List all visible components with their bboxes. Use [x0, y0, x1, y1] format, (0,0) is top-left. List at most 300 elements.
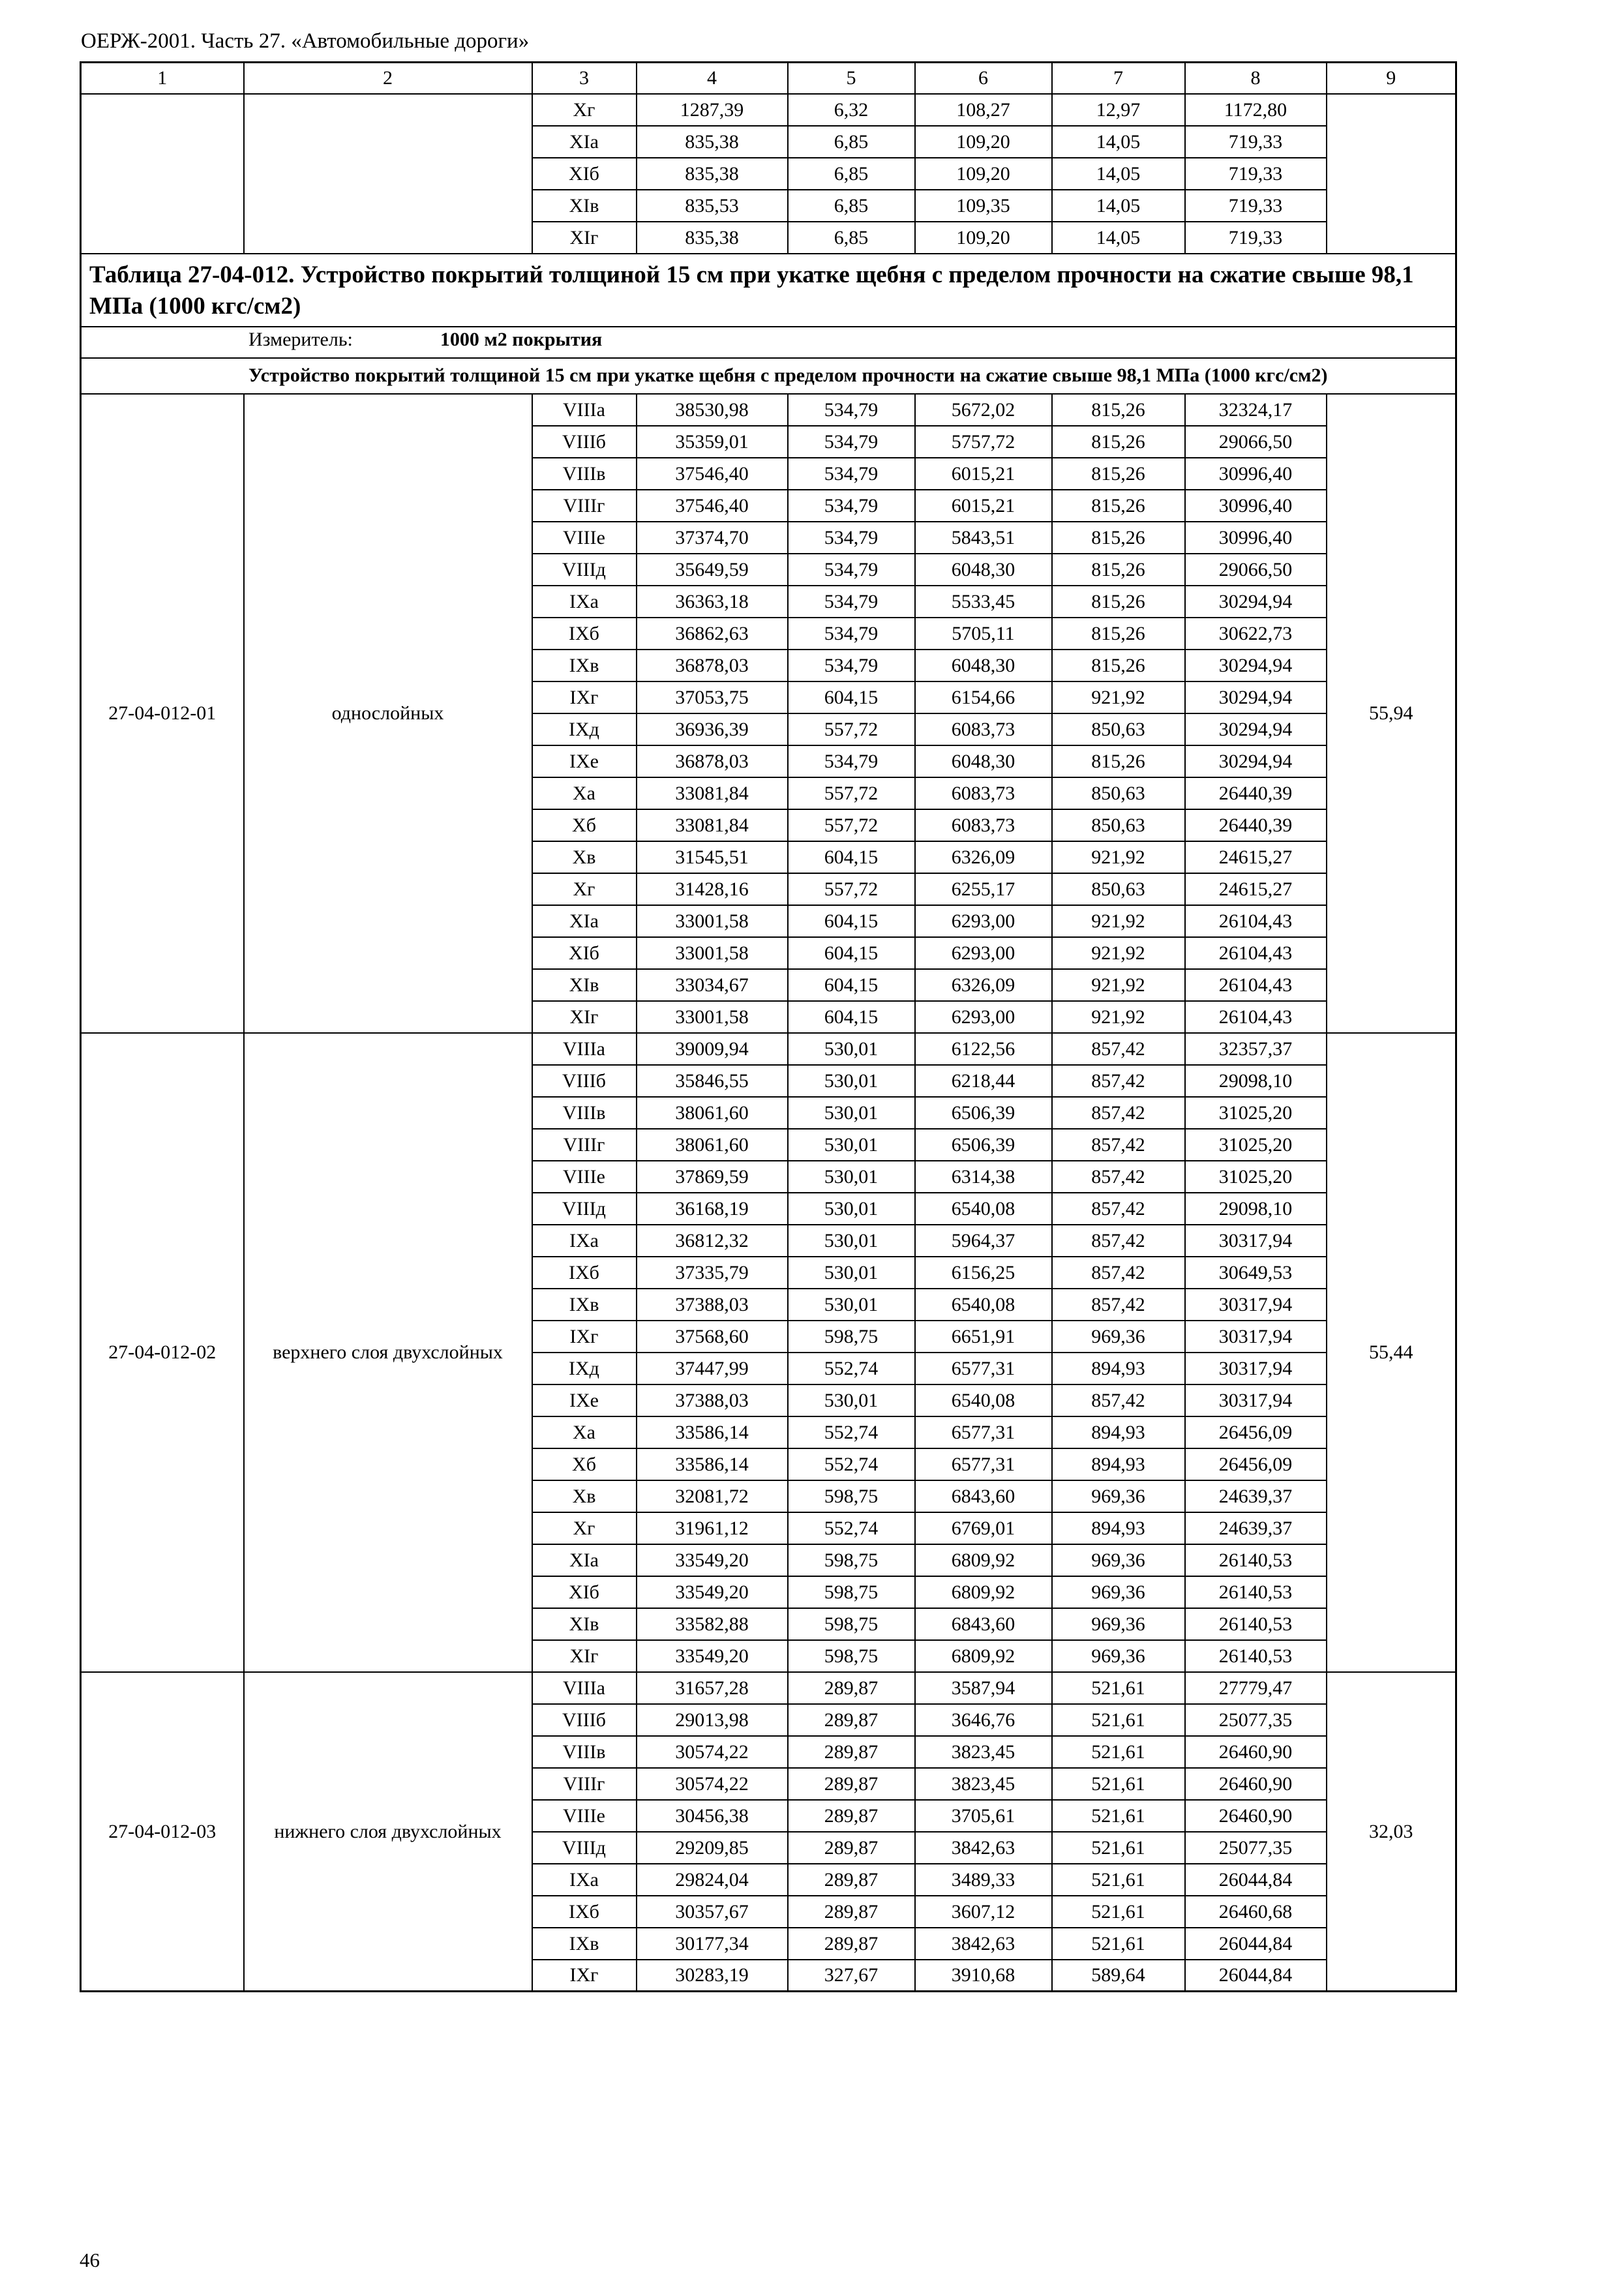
value-cell: 6,32	[788, 94, 915, 126]
value-cell: 534,79	[788, 426, 915, 458]
value-cell: 6015,21	[915, 490, 1052, 522]
column-numbers-row	[81, 62, 1456, 94]
value-cell: 14,05	[1052, 158, 1185, 190]
value-cell: 921,92	[1052, 1001, 1185, 1033]
value-cell: 31428,16	[637, 873, 788, 905]
value-cell: 6255,17	[915, 873, 1052, 905]
section-code-cell: 27-04-012-02	[81, 1033, 244, 1672]
value-cell: 289,87	[788, 1768, 915, 1800]
value-cell: 26104,43	[1185, 937, 1327, 969]
value-cell: 3823,45	[915, 1736, 1052, 1768]
value-cell: 6506,39	[915, 1129, 1052, 1161]
value-cell: 37447,99	[637, 1353, 788, 1384]
value-cell: 3607,12	[915, 1896, 1052, 1928]
value-cell: 969,36	[1052, 1640, 1185, 1672]
value-cell: 27779,47	[1185, 1672, 1327, 1704]
value-cell: 530,01	[788, 1193, 915, 1225]
value-cell: 37546,40	[637, 458, 788, 490]
zone-label-cell: IXа	[532, 1864, 637, 1896]
value-cell: 32081,72	[637, 1480, 788, 1512]
measurer-cell	[81, 327, 1456, 358]
zone-label-cell: Хб	[532, 1448, 637, 1480]
value-cell: 3489,33	[915, 1864, 1052, 1896]
zone-label-cell: Хв	[532, 841, 637, 873]
column-number-cell: 9	[1327, 62, 1456, 94]
value-cell: 521,61	[1052, 1864, 1185, 1896]
value-cell: 6083,73	[915, 777, 1052, 809]
column-number-cell: 1	[81, 62, 244, 94]
zone-label-cell: VIIIв	[532, 1736, 637, 1768]
zone-label-cell: IXд	[532, 1353, 637, 1384]
value-cell: 30317,94	[1185, 1289, 1327, 1321]
value-cell: 6,85	[788, 222, 915, 254]
value-cell: 26456,09	[1185, 1416, 1327, 1448]
value-cell: 969,36	[1052, 1576, 1185, 1608]
zone-label-cell: XIг	[532, 1001, 637, 1033]
zone-label-cell: XIг	[532, 1640, 637, 1672]
value-cell: 26044,84	[1185, 1864, 1327, 1896]
value-cell: 534,79	[788, 522, 915, 554]
value-cell: 604,15	[788, 969, 915, 1001]
value-cell: 6769,01	[915, 1512, 1052, 1544]
value-cell: 552,74	[788, 1512, 915, 1544]
value-cell: 719,33	[1185, 158, 1327, 190]
work-description-cell: Устройство покрытий толщиной 15 см при укатке щебня с пределом прочности на сжатие свыше 98,1 МПа (1000 кгс/см2)	[81, 358, 1456, 394]
value-cell: 719,33	[1185, 126, 1327, 158]
value-cell: 36363,18	[637, 586, 788, 618]
value-cell: 6083,73	[915, 713, 1052, 745]
value-cell: 29066,50	[1185, 554, 1327, 586]
zone-label-cell: IXа	[532, 1225, 637, 1257]
value-cell: 552,74	[788, 1353, 915, 1384]
value-cell: 30996,40	[1185, 458, 1327, 490]
value-cell: 35846,55	[637, 1065, 788, 1097]
value-cell: 26140,53	[1185, 1576, 1327, 1608]
value-cell: 3823,45	[915, 1768, 1052, 1800]
zone-label-cell: VIIIд	[532, 1832, 637, 1864]
value-cell: 815,26	[1052, 490, 1185, 522]
value-cell: 30456,38	[637, 1800, 788, 1832]
zone-label-cell: XIв	[532, 969, 637, 1001]
value-cell: 30649,53	[1185, 1257, 1327, 1289]
value-cell: 289,87	[788, 1800, 915, 1832]
value-cell: 857,42	[1052, 1033, 1185, 1065]
table-title-row	[81, 254, 1456, 327]
value-cell: 30996,40	[1185, 522, 1327, 554]
zone-label-cell: XIа	[532, 126, 637, 158]
value-cell: 604,15	[788, 905, 915, 937]
value-cell: 327,67	[788, 1960, 915, 1992]
value-cell: 29013,98	[637, 1704, 788, 1736]
value-cell: 12,97	[1052, 94, 1185, 126]
zone-label-cell: IXе	[532, 1384, 637, 1416]
value-cell: 24615,27	[1185, 841, 1327, 873]
value-cell: 37335,79	[637, 1257, 788, 1289]
value-cell: 26104,43	[1185, 905, 1327, 937]
value-cell: 26140,53	[1185, 1608, 1327, 1640]
value-cell: 26460,68	[1185, 1896, 1327, 1928]
value-cell: 33001,58	[637, 937, 788, 969]
section-code-cell: 27-04-012-03	[81, 1672, 244, 1992]
value-cell: 604,15	[788, 1001, 915, 1033]
zone-label-cell: VIIIв	[532, 458, 637, 490]
value-cell: 25077,35	[1185, 1704, 1327, 1736]
value-cell: 30622,73	[1185, 618, 1327, 650]
value-cell: 534,79	[788, 745, 915, 777]
value-cell: 31961,12	[637, 1512, 788, 1544]
value-cell: 33001,58	[637, 1001, 788, 1033]
zone-label-cell: Хв	[532, 1480, 637, 1512]
value-cell: 24639,37	[1185, 1512, 1327, 1544]
value-cell: 521,61	[1052, 1800, 1185, 1832]
value-cell: 589,64	[1052, 1960, 1185, 1992]
zone-label-cell: Ха	[532, 1416, 637, 1448]
value-cell: 30317,94	[1185, 1321, 1327, 1353]
zone-label-cell: XIв	[532, 1608, 637, 1640]
value-cell: 30996,40	[1185, 490, 1327, 522]
table-body	[81, 62, 1456, 1992]
value-cell: 24639,37	[1185, 1480, 1327, 1512]
zone-label-cell: VIIIа	[532, 394, 637, 426]
zone-label-cell: IXв	[532, 650, 637, 681]
value-cell: 835,38	[637, 158, 788, 190]
value-cell: 815,26	[1052, 650, 1185, 681]
value-cell: 835,53	[637, 190, 788, 222]
zone-label-cell: XIб	[532, 1576, 637, 1608]
column-number-cell: 4	[637, 62, 788, 94]
col9-value-cell: 55,44	[1327, 1033, 1456, 1672]
value-cell: 3842,63	[915, 1832, 1052, 1864]
value-cell: 604,15	[788, 937, 915, 969]
zone-label-cell: IXе	[532, 745, 637, 777]
value-cell: 31025,20	[1185, 1161, 1327, 1193]
value-cell: 26140,53	[1185, 1640, 1327, 1672]
value-cell: 26460,90	[1185, 1736, 1327, 1768]
value-cell: 26440,39	[1185, 777, 1327, 809]
value-cell: 6577,31	[915, 1448, 1052, 1480]
value-cell: 598,75	[788, 1608, 915, 1640]
value-cell: 850,63	[1052, 713, 1185, 745]
column-number-cell: 5	[788, 62, 915, 94]
value-cell: 6293,00	[915, 905, 1052, 937]
empty-name-cell	[244, 94, 532, 254]
value-cell: 289,87	[788, 1928, 915, 1960]
value-cell: 534,79	[788, 554, 915, 586]
value-cell: 37388,03	[637, 1384, 788, 1416]
zone-label-cell: IXа	[532, 586, 637, 618]
value-cell: 33586,14	[637, 1416, 788, 1448]
value-cell: 969,36	[1052, 1321, 1185, 1353]
value-cell: 33081,84	[637, 777, 788, 809]
zone-label-cell: Хб	[532, 809, 637, 841]
value-cell: 815,26	[1052, 586, 1185, 618]
value-cell: 521,61	[1052, 1832, 1185, 1864]
value-cell: 6218,44	[915, 1065, 1052, 1097]
value-cell: 530,01	[788, 1129, 915, 1161]
value-cell: 26044,84	[1185, 1928, 1327, 1960]
value-cell: 969,36	[1052, 1608, 1185, 1640]
zone-label-cell: XIб	[532, 937, 637, 969]
value-cell: 604,15	[788, 841, 915, 873]
section-name-cell: нижнего слоя двухслойных	[244, 1672, 532, 1992]
value-cell: 921,92	[1052, 841, 1185, 873]
value-cell: 109,20	[915, 126, 1052, 158]
section-name-cell: однослойных	[244, 394, 532, 1033]
value-cell: 289,87	[788, 1896, 915, 1928]
value-cell: 35359,01	[637, 426, 788, 458]
value-cell: 39009,94	[637, 1033, 788, 1065]
value-cell: 857,42	[1052, 1129, 1185, 1161]
zone-label-cell: XIб	[532, 158, 637, 190]
empty-col9-cell	[1327, 94, 1456, 254]
value-cell: 815,26	[1052, 745, 1185, 777]
value-cell: 26104,43	[1185, 969, 1327, 1001]
value-cell: 30574,22	[637, 1736, 788, 1768]
value-cell: 14,05	[1052, 126, 1185, 158]
value-cell: 857,42	[1052, 1384, 1185, 1416]
value-cell: 719,33	[1185, 222, 1327, 254]
value-cell: 33582,88	[637, 1608, 788, 1640]
value-cell: 36878,03	[637, 745, 788, 777]
value-cell: 6,85	[788, 158, 915, 190]
zone-label-cell: VIIIа	[532, 1672, 637, 1704]
zone-label-cell: VIIIб	[532, 1704, 637, 1736]
value-cell: 6506,39	[915, 1097, 1052, 1129]
value-cell: 857,42	[1052, 1065, 1185, 1097]
table-row	[81, 1033, 1456, 1065]
value-cell: 530,01	[788, 1033, 915, 1065]
value-cell: 26456,09	[1185, 1448, 1327, 1480]
value-cell: 33001,58	[637, 905, 788, 937]
value-cell: 815,26	[1052, 458, 1185, 490]
zone-label-cell: Хг	[532, 94, 637, 126]
value-cell: 6293,00	[915, 1001, 1052, 1033]
value-cell: 29209,85	[637, 1832, 788, 1864]
value-cell: 6015,21	[915, 458, 1052, 490]
value-cell: 289,87	[788, 1832, 915, 1864]
value-cell: 25077,35	[1185, 1832, 1327, 1864]
value-cell: 35649,59	[637, 554, 788, 586]
value-cell: 26440,39	[1185, 809, 1327, 841]
value-cell: 37568,60	[637, 1321, 788, 1353]
value-cell: 552,74	[788, 1416, 915, 1448]
value-cell: 5843,51	[915, 522, 1052, 554]
document-header: ОЕРЖ-2001. Часть 27. «Автомобильные дороги»	[81, 29, 530, 53]
table-row	[81, 394, 1456, 426]
value-cell: 6651,91	[915, 1321, 1052, 1353]
value-cell: 26044,84	[1185, 1960, 1327, 1992]
value-cell: 38061,60	[637, 1097, 788, 1129]
value-cell: 6293,00	[915, 937, 1052, 969]
value-cell: 30294,94	[1185, 713, 1327, 745]
value-cell: 30177,34	[637, 1928, 788, 1960]
value-cell: 33549,20	[637, 1640, 788, 1672]
zone-label-cell: IXг	[532, 681, 637, 713]
value-cell: 894,93	[1052, 1512, 1185, 1544]
zone-label-cell: Хг	[532, 873, 637, 905]
value-cell: 33081,84	[637, 809, 788, 841]
value-cell: 30317,94	[1185, 1353, 1327, 1384]
value-cell: 521,61	[1052, 1672, 1185, 1704]
section-name-cell: верхнего слоя двухслойных	[244, 1033, 532, 1672]
value-cell: 6540,08	[915, 1289, 1052, 1321]
value-cell: 30357,67	[637, 1896, 788, 1928]
value-cell: 815,26	[1052, 426, 1185, 458]
value-cell: 6326,09	[915, 969, 1052, 1001]
value-cell: 3910,68	[915, 1960, 1052, 1992]
value-cell: 835,38	[637, 222, 788, 254]
value-cell: 530,01	[788, 1289, 915, 1321]
value-cell: 6809,92	[915, 1544, 1052, 1576]
zone-label-cell: VIIIг	[532, 1129, 637, 1161]
value-cell: 26460,90	[1185, 1800, 1327, 1832]
value-cell: 894,93	[1052, 1416, 1185, 1448]
value-cell: 37546,40	[637, 490, 788, 522]
measurer-label: Измеритель:	[248, 329, 353, 351]
value-cell: 598,75	[788, 1576, 915, 1608]
table-row	[81, 94, 1456, 126]
value-cell: 6577,31	[915, 1353, 1052, 1384]
norms-table	[80, 61, 1457, 1993]
table-row	[81, 1672, 1456, 1704]
zone-label-cell: Хг	[532, 1512, 637, 1544]
value-cell: 850,63	[1052, 777, 1185, 809]
zone-label-cell: IXв	[532, 1928, 637, 1960]
zone-label-cell: VIIIг	[532, 1768, 637, 1800]
value-cell: 521,61	[1052, 1768, 1185, 1800]
value-cell: 534,79	[788, 586, 915, 618]
value-cell: 857,42	[1052, 1097, 1185, 1129]
value-cell: 31657,28	[637, 1672, 788, 1704]
value-cell: 3646,76	[915, 1704, 1052, 1736]
zone-label-cell: VIIIе	[532, 522, 637, 554]
value-cell: 14,05	[1052, 222, 1185, 254]
column-number-cell: 7	[1052, 62, 1185, 94]
value-cell: 6083,73	[915, 809, 1052, 841]
value-cell: 530,01	[788, 1097, 915, 1129]
value-cell: 33549,20	[637, 1576, 788, 1608]
value-cell: 14,05	[1052, 190, 1185, 222]
value-cell: 37869,59	[637, 1161, 788, 1193]
value-cell: 719,33	[1185, 190, 1327, 222]
value-cell: 36168,19	[637, 1193, 788, 1225]
value-cell: 850,63	[1052, 873, 1185, 905]
zone-label-cell: IXг	[532, 1321, 637, 1353]
value-cell: 598,75	[788, 1321, 915, 1353]
value-cell: 969,36	[1052, 1480, 1185, 1512]
value-cell: 109,20	[915, 158, 1052, 190]
value-cell: 815,26	[1052, 394, 1185, 426]
empty-code-cell	[81, 94, 244, 254]
value-cell: 6326,09	[915, 841, 1052, 873]
zone-label-cell: VIIIд	[532, 1193, 637, 1225]
value-cell: 6,85	[788, 126, 915, 158]
value-cell: 36936,39	[637, 713, 788, 745]
value-cell: 969,36	[1052, 1544, 1185, 1576]
zone-label-cell: XIа	[532, 1544, 637, 1576]
value-cell: 30294,94	[1185, 681, 1327, 713]
value-cell: 289,87	[788, 1736, 915, 1768]
value-cell: 598,75	[788, 1544, 915, 1576]
zone-label-cell: IXб	[532, 1257, 637, 1289]
value-cell: 37053,75	[637, 681, 788, 713]
value-cell: 30317,94	[1185, 1225, 1327, 1257]
column-number-cell: 6	[915, 62, 1052, 94]
value-cell: 815,26	[1052, 554, 1185, 586]
value-cell: 6,85	[788, 190, 915, 222]
value-cell: 5533,45	[915, 586, 1052, 618]
value-cell: 1172,80	[1185, 94, 1327, 126]
value-cell: 5705,11	[915, 618, 1052, 650]
zone-label-cell: XIг	[532, 222, 637, 254]
value-cell: 534,79	[788, 618, 915, 650]
value-cell: 6843,60	[915, 1480, 1052, 1512]
measurer-row	[81, 327, 1456, 358]
value-cell: 26104,43	[1185, 1001, 1327, 1033]
zone-label-cell: VIIIа	[532, 1033, 637, 1065]
value-cell: 835,38	[637, 126, 788, 158]
value-cell: 109,35	[915, 190, 1052, 222]
measurer-value: 1000 м2 покрытия	[440, 329, 603, 351]
value-cell: 289,87	[788, 1864, 915, 1896]
zone-label-cell: IXг	[532, 1960, 637, 1992]
value-cell: 6314,38	[915, 1161, 1052, 1193]
value-cell: 33549,20	[637, 1544, 788, 1576]
work-description-row	[81, 358, 1456, 394]
zone-label-cell: XIв	[532, 190, 637, 222]
value-cell: 6809,92	[915, 1576, 1052, 1608]
value-cell: 5757,72	[915, 426, 1052, 458]
value-cell: 289,87	[788, 1704, 915, 1736]
zone-label-cell: VIIIд	[532, 554, 637, 586]
value-cell: 6540,08	[915, 1384, 1052, 1416]
value-cell: 3842,63	[915, 1928, 1052, 1960]
value-cell: 557,72	[788, 873, 915, 905]
col9-value-cell: 32,03	[1327, 1672, 1456, 1992]
value-cell: 30283,19	[637, 1960, 788, 1992]
value-cell: 530,01	[788, 1065, 915, 1097]
value-cell: 5672,02	[915, 394, 1052, 426]
value-cell: 521,61	[1052, 1704, 1185, 1736]
value-cell: 31025,20	[1185, 1129, 1327, 1161]
value-cell: 36812,32	[637, 1225, 788, 1257]
value-cell: 857,42	[1052, 1225, 1185, 1257]
zone-label-cell: IXв	[532, 1289, 637, 1321]
value-cell: 6540,08	[915, 1193, 1052, 1225]
value-cell: 921,92	[1052, 969, 1185, 1001]
value-cell: 815,26	[1052, 618, 1185, 650]
value-cell: 6048,30	[915, 745, 1052, 777]
value-cell: 38061,60	[637, 1129, 788, 1161]
value-cell: 521,61	[1052, 1896, 1185, 1928]
section-code-cell: 27-04-012-01	[81, 394, 244, 1033]
zone-label-cell: VIIIг	[532, 490, 637, 522]
zone-label-cell: XIа	[532, 905, 637, 937]
value-cell: 521,61	[1052, 1736, 1185, 1768]
value-cell: 29066,50	[1185, 426, 1327, 458]
value-cell: 530,01	[788, 1161, 915, 1193]
value-cell: 557,72	[788, 777, 915, 809]
value-cell: 857,42	[1052, 1257, 1185, 1289]
value-cell: 5964,37	[915, 1225, 1052, 1257]
zone-label-cell: VIIIб	[532, 1065, 637, 1097]
value-cell: 850,63	[1052, 809, 1185, 841]
value-cell: 31545,51	[637, 841, 788, 873]
zone-label-cell: IXб	[532, 1896, 637, 1928]
zone-label-cell: IXд	[532, 713, 637, 745]
zone-label-cell: VIIIе	[532, 1161, 637, 1193]
value-cell: 921,92	[1052, 905, 1185, 937]
